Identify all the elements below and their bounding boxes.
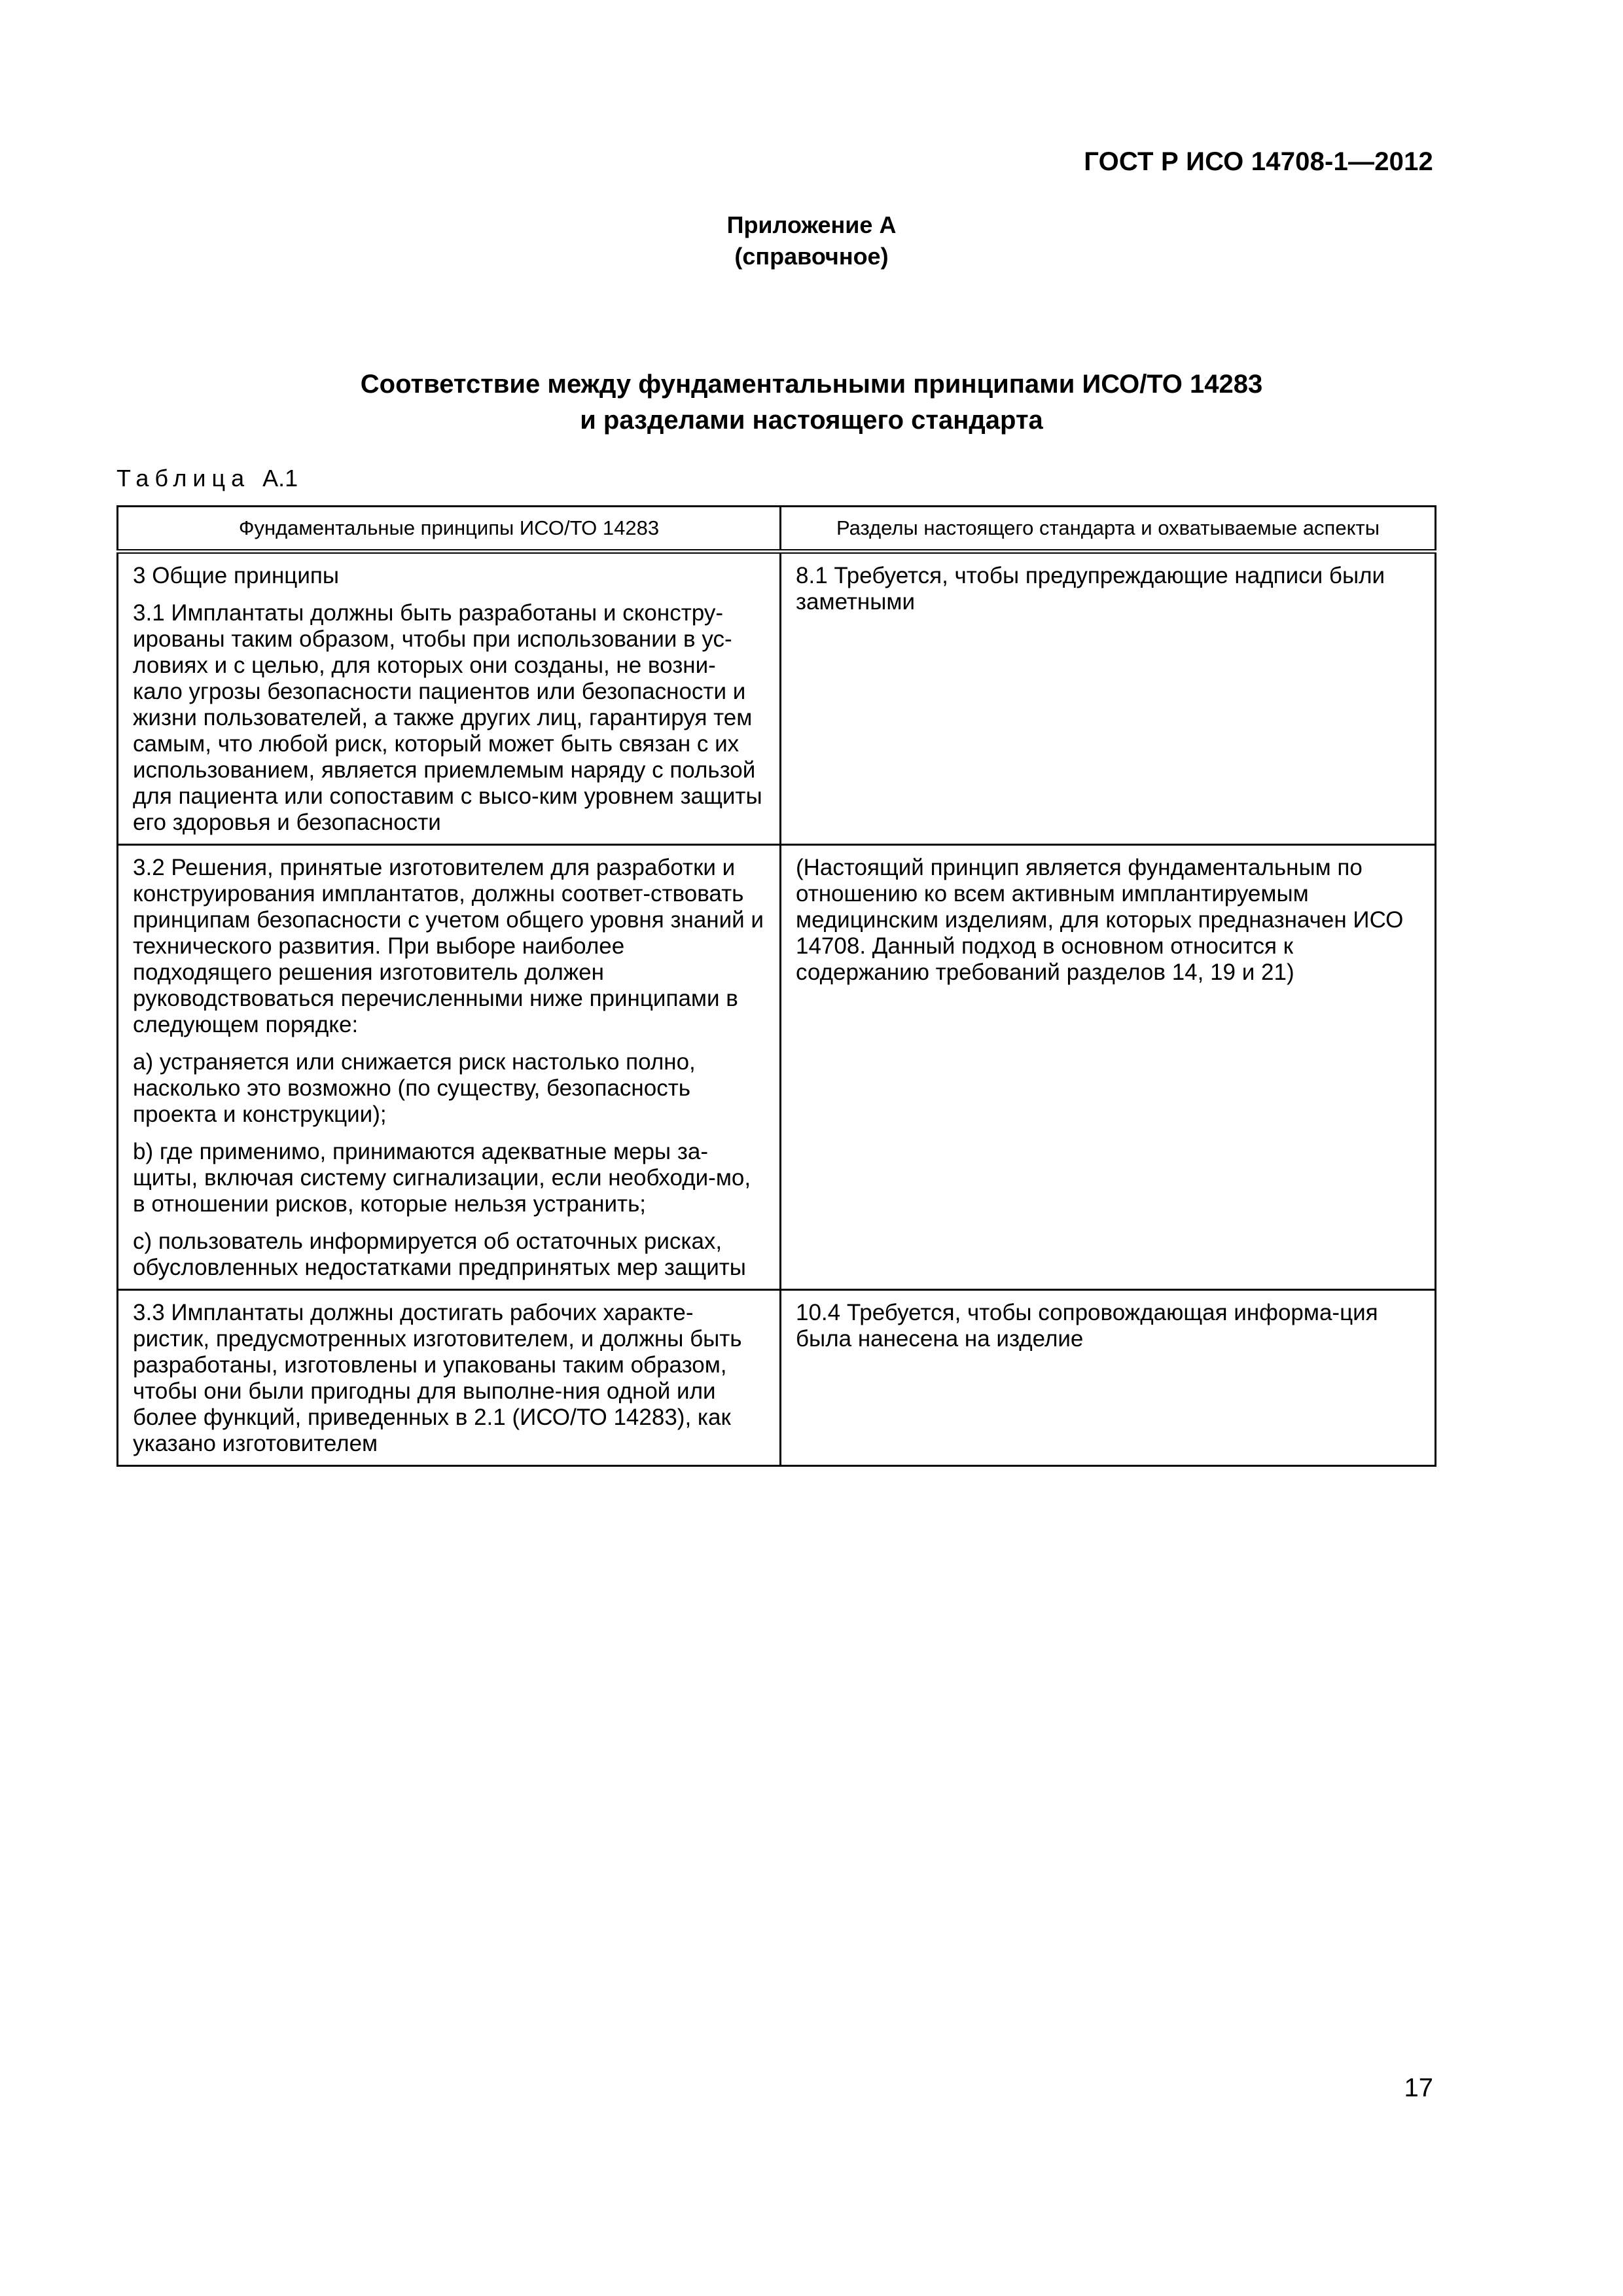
table-caption-number: А.1 [262, 465, 298, 492]
cell-paragraph: 10.4 Требуется, чтобы сопровождающая информа-ция была нанесена на изделие [796, 1300, 1378, 1352]
cell-paragraph: 3.1 Имплантаты должны быть разработаны и сконстру-ированы таким образом, чтобы при использовании в ус-ловиях и с целью, для которых они созданы, не возни-кало угрозы безопасности пациентов или безопасности и жизни пользователей, а также других лиц, гарантируя тем самым, что любой риск, который может быть связан с их использованием, является приемлемым наряду с пользой для пациента или сопоставим с высо-ким уровнем защиты его здоровья и безопасности [133, 600, 762, 835]
cell-paragraph: c) пользователь информируется об остаточных рисках, обусловленных недостатками предпринятых мер защиты [133, 1229, 746, 1280]
cell-paragraph: a) устраняется или снижается риск настолько полно, насколько это возможно (по существу, безопасность проекта и конструкции); [133, 1049, 696, 1127]
cell-paragraph: 8.1 Требуется, чтобы предупреждающие надписи были заметными [796, 563, 1385, 615]
cell-paragraph: 3.2 Решения, принятые изготовителем для разработки и конструирования имплантатов, должны соответ-ствовать принципам безопасности с учетом общего уровня знаний и технического развития. При выборе наиболее подходящего решения изготовитель должен руководствоваться перечисленными ниже принципами в следующем порядке: [133, 855, 764, 1037]
section-cell [781, 845, 1436, 1290]
cell-paragraph: (Настоящий принцип является фундаментальным по отношению ко всем активным имплантируемым медицинским изделиям, для которых предназначен ИСО 14708. Данный подход в основном относится к содержанию требований разделов 14, 19 и 21) [796, 855, 1404, 985]
table-header-row [118, 507, 1436, 552]
table-caption [116, 465, 298, 492]
annex-name: Приложение А [726, 211, 897, 238]
section-cell [781, 552, 1436, 845]
correspondence-table [116, 505, 1436, 1467]
annex-kind: (справочное) [734, 243, 889, 270]
table-caption-word: Таблица [116, 465, 251, 492]
cell-paragraph: b) где применимо, принимаются адекватные меры за-щиты, включая систему сигнализации, если необходи-мо, в отношении рисков, которые нельзя устранить; [133, 1139, 751, 1217]
title-line-2: и разделами настоящего стандарта [580, 406, 1043, 435]
cell-paragraph: 3.3 Имплантаты должны достигать рабочих характе-ристик, предусмотренных изготовителем, и должны быть разработаны, изготовлены и упакованы таким образом, чтобы они были пригодны для выполне-ния одной или более функций, приведенных в 2.1 (ИСО/ТО 14283), как указано изготовителем [133, 1300, 742, 1456]
document-title [0, 367, 1623, 439]
document-code: ГОСТ Р ИСО 14708-1—2012 [1084, 147, 1433, 176]
table-row [118, 845, 1436, 1290]
page-number: 17 [1404, 2073, 1433, 2102]
table-row [118, 552, 1436, 845]
principle-cell [118, 845, 781, 1290]
title-line-1: Соответствие между фундаментальными принципами ИСО/ТО 14283 [360, 370, 1263, 399]
cell-paragraph: 3 Общие принципы [133, 563, 339, 588]
principle-cell [118, 552, 781, 845]
section-cell [781, 1290, 1436, 1466]
header-sections: Разделы настоящего стандарта и охватываемые аспекты [781, 507, 1436, 552]
header-principles: Фундаментальные принципы ИСО/ТО 14283 [118, 507, 781, 552]
table-row [118, 1290, 1436, 1466]
principle-cell [118, 1290, 781, 1466]
annex-heading [0, 209, 1623, 272]
